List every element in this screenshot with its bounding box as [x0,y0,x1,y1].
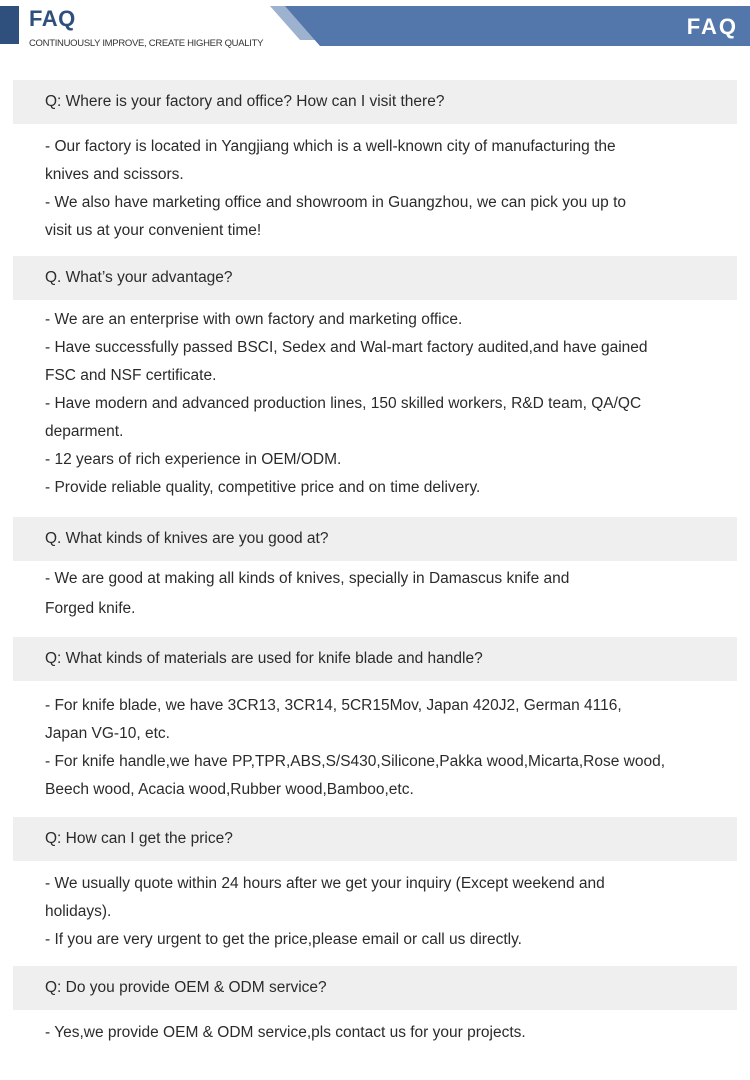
answer-line: - We also have marketing office and showroom in Guangzhou, we can pick you up to [45,194,627,211]
faq-question: Q: What kinds of materials are used for knife blade and handle? [13,637,737,681]
answer-line: - Provide reliable quality, competitive price and on time delivery. [45,479,481,496]
answer-line: - Have modern and advanced production lines, 150 skilled workers, R&D team, QA/QC [45,395,642,412]
faq-question: Q: How can I get the price? [13,817,737,861]
header-accent-bar [0,6,19,44]
faq-question: Q. What’s your advantage? [13,256,737,300]
faq-answer [45,565,735,623]
answer-line: - Have successfully passed BSCI, Sedex and Wal-mart factory audited,and have gained [45,339,648,356]
page-header [0,0,750,56]
answer-line: - Our factory is located in Yangjiang which is a well-known city of manufacturing the [45,138,616,155]
answer-line: - We are an enterprise with own factory and marketing office. [45,311,463,328]
header-title: FAQ [29,6,76,31]
answer-line: visit us at your convenient time! [45,222,262,239]
header-subtitle: CONTINUOUSLY IMPROVE, CREATE HIGHER QUALITY [29,38,264,49]
answer-line: - We usually quote within 24 hours after we get your inquiry (Except weekend and [45,875,605,892]
answer-line: Forged knife. [45,600,136,617]
answer-line: deparment. [45,423,124,440]
faq-answer [45,306,735,502]
answer-line: Beech wood, Acacia wood,Rubber wood,Bamboo,etc. [45,781,414,798]
faq-answer [45,870,735,954]
header-banner-label: FAQ [686,14,738,39]
answer-line: - Yes,we provide OEM & ODM service,pls contact us for your projects. [45,1024,526,1041]
answer-line: - If you are very urgent to get the price,please email or call us directly. [45,931,522,948]
answer-line: holidays). [45,903,112,920]
faq-answer [45,133,735,245]
banner-dark-band [285,6,750,46]
faq-question: Q. What kinds of knives are you good at? [13,517,737,561]
answer-line: - We are good at making all kinds of knives, specially in Damascus knife and [45,570,570,587]
answer-line: knives and scissors. [45,166,184,183]
faq-answer [45,692,735,804]
faq-question: Q: Where is your factory and office? How can I visit there? [13,80,737,124]
answer-line: - For knife handle,we have PP,TPR,ABS,S/S430,Silicone,Pakka wood,Micarta,Rose wood, [45,753,666,770]
faq-question: Q: Do you provide OEM & ODM service? [13,966,737,1010]
answer-line: FSC and NSF certificate. [45,367,217,384]
answer-line: - 12 years of rich experience in OEM/ODM. [45,451,342,468]
answer-line: Japan VG-10, etc. [45,725,170,742]
faq-answer [45,1019,735,1047]
answer-line: - For knife blade, we have 3CR13, 3CR14, 5CR15Mov, Japan 420J2, German 4116, [45,697,622,714]
